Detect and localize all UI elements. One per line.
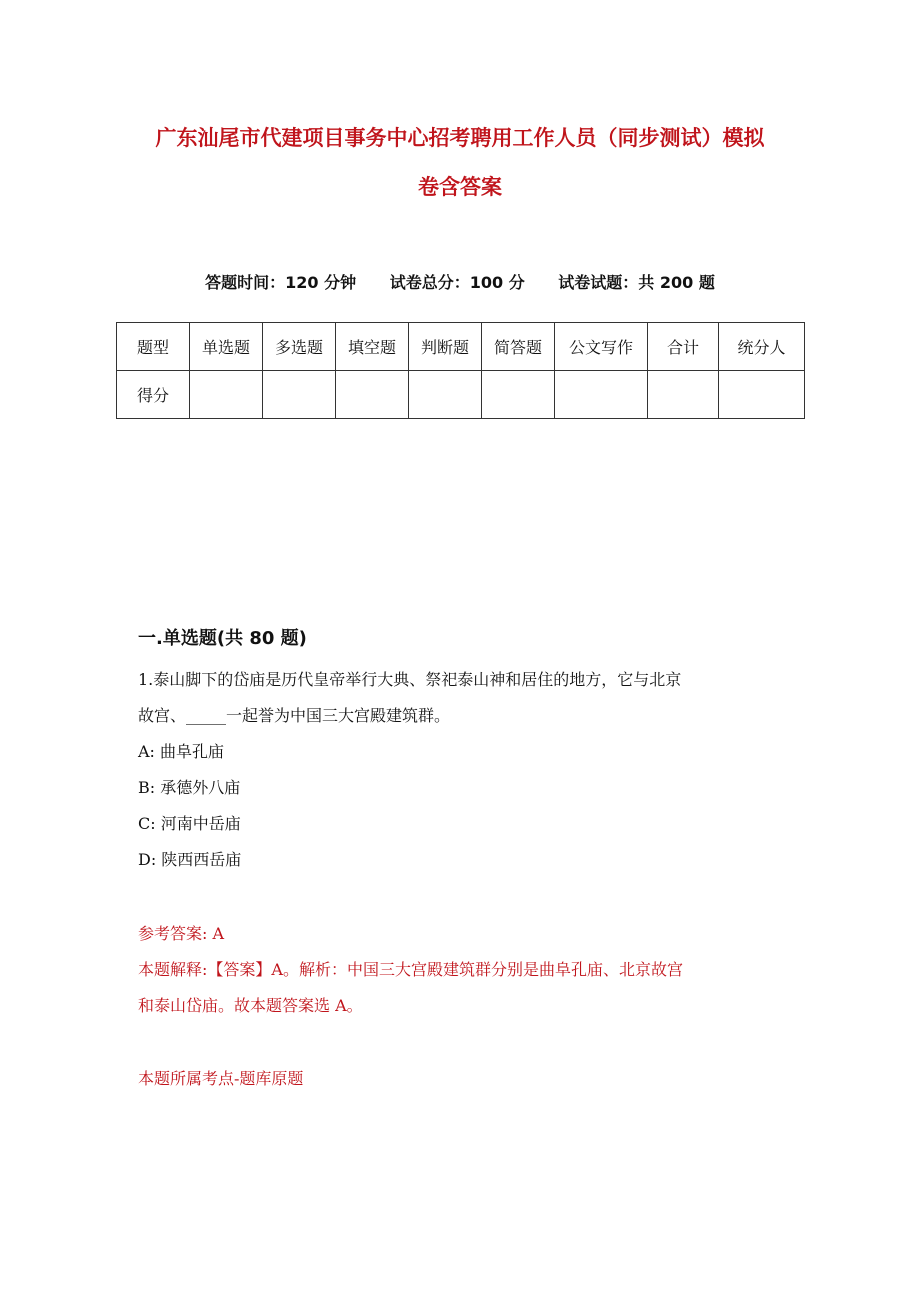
table-header-cell: 合计 [648,323,719,371]
exam-meta [0,270,920,293]
score-cell [648,371,719,419]
explanation-line1: 本题解释:【答案】A。解析：中国三大宫殿建筑群分别是曲阜孔庙、北京故宫 [138,960,683,979]
option-b: B: 承德外八庙 [138,778,241,797]
table-header-cell: 题型 [117,323,190,371]
reference-answer: 参考答案: A [138,924,225,943]
explanation-line2: 和泰山岱庙。故本题答案选 A。 [138,996,363,1015]
table-header-cell: 简答题 [482,323,555,371]
score-cell [336,371,409,419]
table-header-cell: 公文写作 [555,323,648,371]
table-header-cell: 统分人 [719,323,805,371]
question-text-line2: 故宫、_____一起誉为中国三大宫殿建筑群。 [138,706,451,725]
exam-title-line2: 卷含答案 [418,175,502,199]
table-header-cell: 判断题 [409,323,482,371]
score-row-label: 得分 [117,371,190,419]
question-text-line1: 1.泰山脚下的岱庙是历代皇帝举行大典、祭祀泰山神和居住的地方，它与北京 [138,670,682,689]
exam-total-score: 试卷总分：100 分 [389,273,525,292]
option-d: D: 陕西西岳庙 [138,850,242,869]
table-header-cell: 单选题 [190,323,263,371]
score-table-score-row [117,371,805,419]
option-a: A: 曲阜孔庙 [138,742,225,761]
exam-question-count: 试卷试题：共 200 题 [558,273,715,292]
score-cell [719,371,805,419]
score-cell [263,371,336,419]
section-title: 一.单选题(共 80 题) [138,628,307,649]
table-header-cell: 多选题 [263,323,336,371]
option-c: C: 河南中岳庙 [138,814,241,833]
score-cell [482,371,555,419]
score-cell [409,371,482,419]
question-topic: 本题所属考点-题库原题 [138,1069,304,1088]
score-table [116,322,805,419]
exam-time: 答题时间：120 分钟 [205,273,357,292]
score-cell [190,371,263,419]
table-header-cell: 填空题 [336,323,409,371]
exam-title-line1: 广东汕尾市代建项目事务中心招考聘用工作人员（同步测试）模拟 [155,126,765,150]
score-cell [555,371,648,419]
score-table-header-row [117,323,805,371]
